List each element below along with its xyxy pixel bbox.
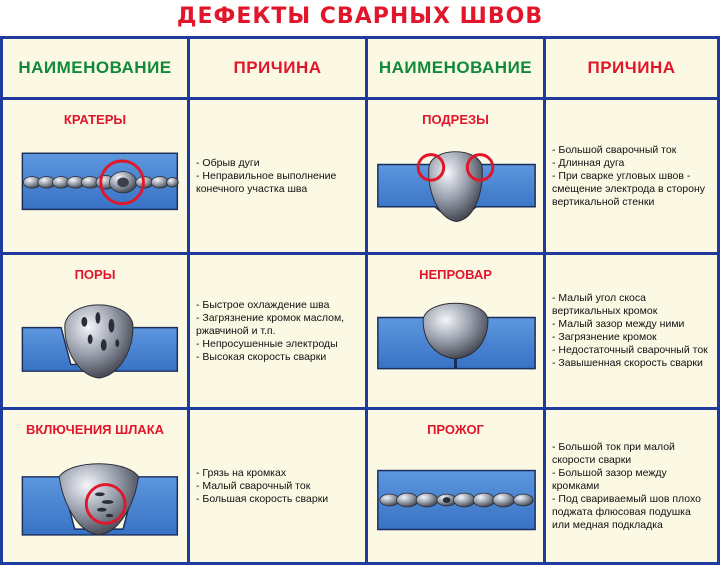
cause-list bbox=[552, 100, 711, 252]
burn-through-weld-diagram-icon bbox=[368, 442, 543, 562]
cause-item: - При сварке угловых швов - смещение электрода в сторону вертикальной стенки bbox=[552, 170, 711, 209]
cause-cell-craters bbox=[190, 100, 368, 255]
cause-item: - Быстрое охлаждение шва bbox=[196, 299, 359, 312]
cause-list bbox=[552, 410, 711, 562]
cause-item: - Под свариваемый шов плохо поджата флюсовая подушка или медная подкладка bbox=[552, 493, 711, 532]
cause-cell-slag-inclusion bbox=[190, 410, 368, 565]
cause-item: - Большой зазор между кромками bbox=[552, 467, 711, 493]
undercut-weld-diagram-icon bbox=[368, 132, 543, 252]
cause-cell-pores bbox=[190, 255, 368, 410]
cause-item: - Большой ток при малой скорости сварки bbox=[552, 441, 711, 467]
defect-cell-craters bbox=[0, 100, 190, 255]
cause-list bbox=[552, 255, 711, 407]
cause-item: - Грязь на кромках bbox=[196, 467, 359, 480]
defect-cell-pores bbox=[0, 255, 190, 410]
cause-item: - Длинная дуга bbox=[552, 157, 711, 170]
defect-name: ПОДРЕЗЫ bbox=[422, 112, 489, 127]
defect-cell-burn-through bbox=[368, 410, 546, 565]
cause-item: - Завышенная скорость сварки bbox=[552, 357, 711, 370]
cause-item: - Непросушенные электроды bbox=[196, 338, 359, 351]
crater-weld-diagram-icon bbox=[3, 132, 187, 252]
cause-item: - Обрыв дуги bbox=[196, 157, 359, 170]
defect-cell-slag-inclusion bbox=[0, 410, 190, 565]
defects-table bbox=[0, 36, 720, 565]
header-name-2: НАИМЕНОВАНИЕ bbox=[368, 36, 546, 100]
header-cause-2: ПРИЧИНА bbox=[546, 36, 720, 100]
defect-name: НЕПРОВАР bbox=[419, 267, 492, 282]
defect-name: ПРОЖОГ bbox=[427, 422, 484, 437]
defect-name: ПОРЫ bbox=[74, 267, 116, 282]
cause-item: - Большой сварочный ток bbox=[552, 144, 711, 157]
cause-cell-undercuts bbox=[546, 100, 720, 255]
cause-item: - Малый угол скоса вертикальных кромок bbox=[552, 292, 711, 318]
cause-list bbox=[196, 100, 359, 252]
header-cause-1: ПРИЧИНА bbox=[190, 36, 368, 100]
cause-item: - Загрязнение кромок маслом, ржавчиной и т.п. bbox=[196, 312, 359, 338]
cause-list bbox=[196, 410, 359, 562]
cause-item: - Малый сварочный ток bbox=[196, 480, 359, 493]
page-title: ДЕФЕКТЫ СВАРНЫХ ШВОВ bbox=[176, 4, 544, 29]
cause-item: - Высокая скорость сварки bbox=[196, 351, 359, 364]
cause-item: - Загрязнение кромок bbox=[552, 331, 711, 344]
cause-item: - Малый зазор между ними bbox=[552, 318, 711, 331]
header-name-1: НАИМЕНОВАНИЕ bbox=[0, 36, 190, 100]
cause-item: - Неправильное выполнение конечного участка шва bbox=[196, 170, 359, 196]
slag-inclusion-weld-diagram-icon bbox=[3, 442, 187, 562]
defect-cell-lack-of-penetration bbox=[368, 255, 546, 410]
cause-list bbox=[196, 255, 359, 407]
cause-cell-lack-of-penetration bbox=[546, 255, 720, 410]
lack-of-penetration-weld-diagram-icon bbox=[368, 287, 543, 407]
defect-name: ВКЛЮЧЕНИЯ ШЛАКА bbox=[25, 422, 165, 437]
cause-item: - Большая скорость сварки bbox=[196, 493, 359, 506]
pores-weld-diagram-icon bbox=[3, 287, 187, 407]
defect-name: КРАТЕРЫ bbox=[63, 112, 127, 127]
cause-item: - Недостаточный сварочный ток bbox=[552, 344, 711, 357]
defect-cell-undercuts bbox=[368, 100, 546, 255]
cause-cell-burn-through bbox=[546, 410, 720, 565]
